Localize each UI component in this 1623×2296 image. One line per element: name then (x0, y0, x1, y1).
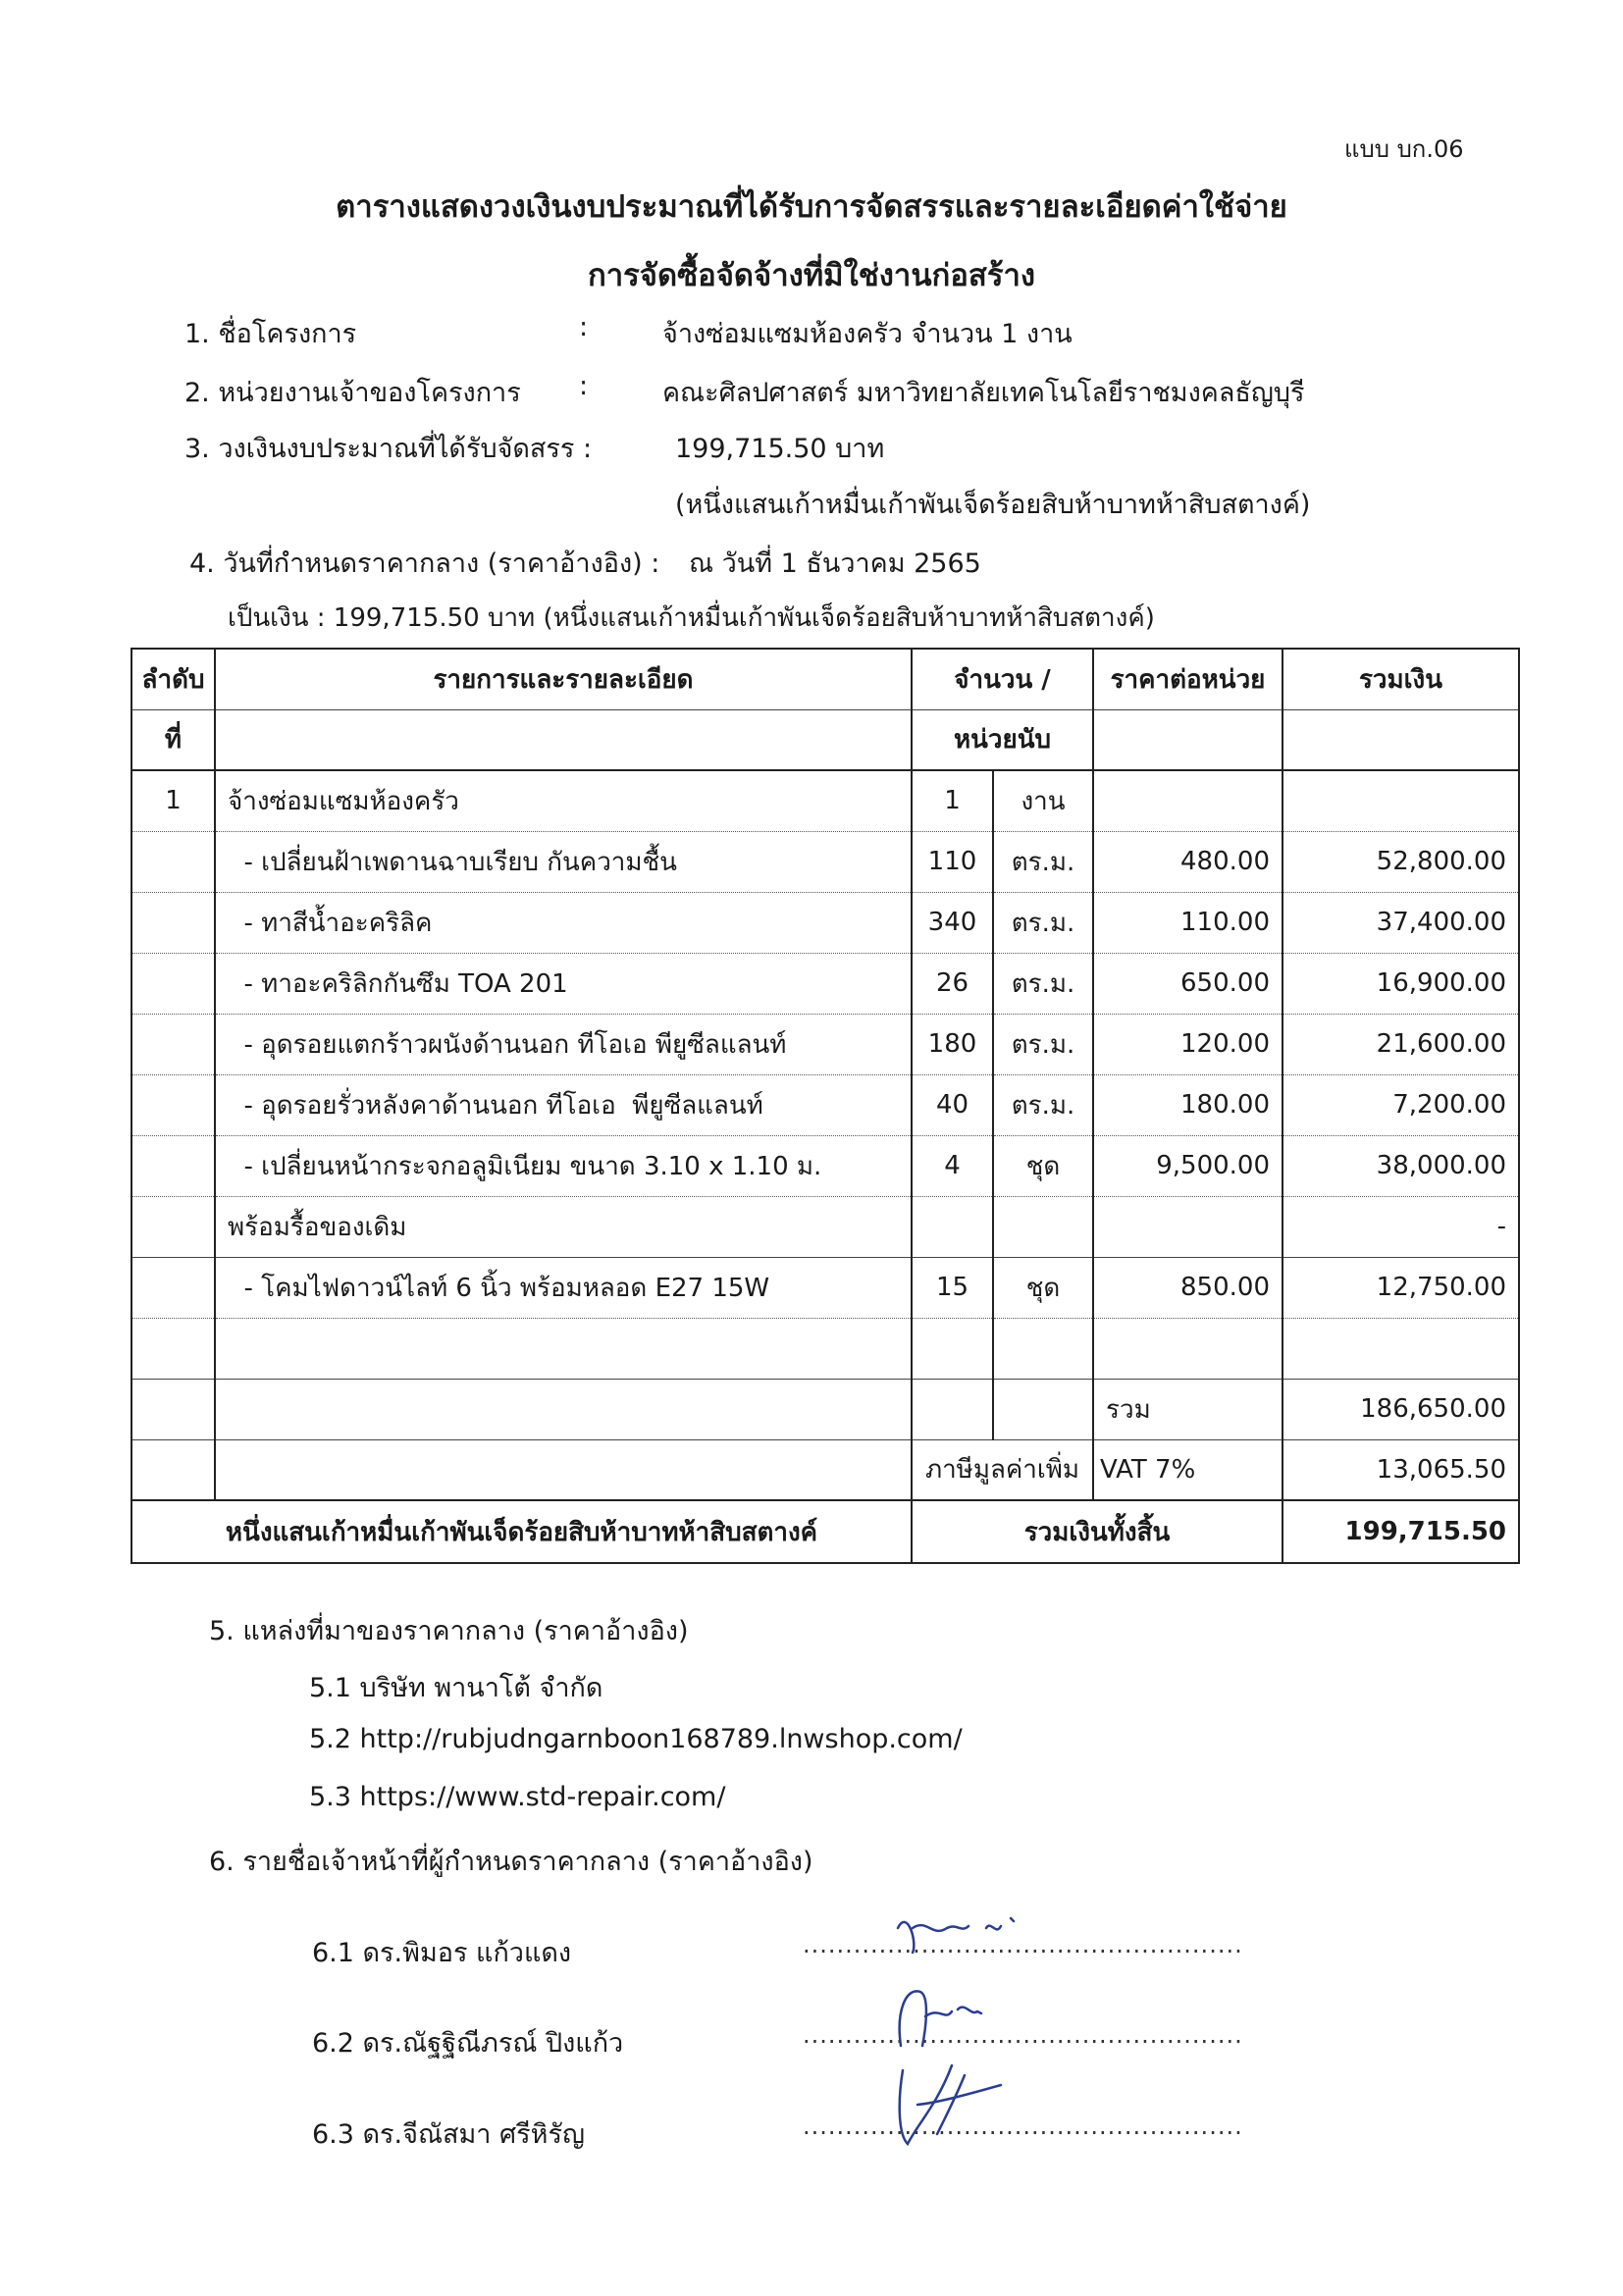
subtotal-value: 186,650.00 (1283, 1379, 1519, 1439)
col-header-unit-price: ราคาต่อหน่วย (1093, 649, 1283, 709)
col-header-qty: จำนวน / (912, 649, 1093, 709)
row-amount (1283, 770, 1519, 831)
row-amount: - (1283, 1196, 1519, 1257)
row-desc: - ทาอะคริลิกกันซึม TOA 201 (215, 953, 912, 1014)
row-qty: 4 (912, 1135, 993, 1196)
row-desc: - ทาสีน้ำอะคริลิค (215, 892, 912, 953)
row-unit (993, 1318, 1093, 1379)
price-table (131, 648, 1520, 1564)
vat-row (131, 1439, 1519, 1500)
row-desc: - อุดรอยแตกร้าวผนังด้านนอก ทีโอเอ พียูซีลแลนท์ (215, 1014, 912, 1074)
date-label: 4. วันที่กำหนดราคากลาง (ราคาอ้างอิง) : (189, 548, 660, 579)
empty-cell (215, 1439, 912, 1500)
table-row (131, 770, 1519, 831)
vat-value: 13,065.50 (1283, 1439, 1519, 1500)
signature-1 (878, 1899, 1035, 1967)
row-price (1093, 1196, 1283, 1257)
table-row (131, 892, 1519, 953)
grand-total-value: 199,715.50 (1283, 1500, 1519, 1563)
table-row (131, 1318, 1519, 1379)
row-qty (912, 1318, 993, 1379)
row-qty: 40 (912, 1074, 993, 1135)
official-name: 6.3 ดร.จีณัสมา ศรีหิรัญ (312, 2119, 585, 2150)
project-label: 1. ชื่อโครงการ (184, 319, 357, 349)
source-item: 5.1 บริษัท พานาโต้ จำกัด (309, 1673, 603, 1703)
row-no (131, 1196, 215, 1257)
table-row (131, 1196, 1519, 1257)
signature-line: .................................................... (803, 2113, 1243, 2140)
row-qty (912, 1196, 993, 1257)
row-price: 650.00 (1093, 953, 1283, 1014)
project-value: จ้างซ่อมแซมห้องครัว จำนวน 1 งาน (662, 319, 1073, 349)
vat-label: ภาษีมูลค่าเพิ่ม (912, 1439, 1093, 1500)
empty-cell (131, 1379, 215, 1439)
header-row (131, 709, 1519, 770)
row-unit: ตร.ม. (993, 1074, 1093, 1135)
budget-words: (หนึ่งแสนเก้าหมื่นเก้าพันเจ็ดร้อยสิบห้าบาทห้าสิบสตางค์) (675, 490, 1311, 520)
source-item: 5.2 http://rubjudngarnboon168789.lnwshop.com/ (309, 1724, 963, 1754)
row-price: 9,500.00 (1093, 1135, 1283, 1196)
row-unit: ตร.ม. (993, 1014, 1093, 1074)
row-unit: งาน (993, 770, 1093, 831)
row-no (131, 892, 215, 953)
table-row (131, 1014, 1519, 1074)
grand-total-label: รวมเงินทั้งสิ้น (912, 1500, 1283, 1563)
officials-heading: 6. รายชื่อเจ้าหน้าที่ผู้กำหนดราคากลาง (ราคาอ้างอิง) (209, 1847, 813, 1877)
empty-cell (131, 1439, 215, 1500)
total-in-words: หนึ่งแสนเก้าหมื่นเก้าพันเจ็ดร้อยสิบห้าบาทห้าสิบสตางค์ (131, 1500, 912, 1563)
signature-3 (878, 2046, 1016, 2154)
row-qty: 1 (912, 770, 993, 831)
source-item: 5.3 https://www.std-repair.com/ (309, 1782, 726, 1812)
row-qty: 340 (912, 892, 993, 953)
empty-cell (993, 1379, 1093, 1439)
row-no: 1 (131, 770, 215, 831)
header-row (131, 649, 1519, 709)
row-price: 110.00 (1093, 892, 1283, 953)
row-amount: 38,000.00 (1283, 1135, 1519, 1196)
form-code: แบบ บก.06 (1344, 135, 1464, 163)
row-price: 180.00 (1093, 1074, 1283, 1135)
header-cell (1283, 709, 1519, 770)
row-no (131, 1257, 215, 1318)
col-header-unit: หน่วยนับ (912, 709, 1093, 770)
row-desc: - เปลี่ยนฝ้าเพดานฉาบเรียบ กันความชื้น (215, 831, 912, 892)
row-price (1093, 1318, 1283, 1379)
row-amount: 52,800.00 (1283, 831, 1519, 892)
row-desc: - เปลี่ยนหน้ากระจกอลูมิเนียม ขนาด 3.10 x 1.10 ม. (215, 1135, 912, 1196)
row-unit: ตร.ม. (993, 892, 1093, 953)
row-unit (993, 1196, 1093, 1257)
col-header-total: รวมเงิน (1283, 649, 1519, 709)
row-desc: - อุดรอยรั่วหลังคาด้านนอก ทีโอเอ พียูซีลแลนท์ (215, 1074, 912, 1135)
budget-value: 199,715.50 บาท (675, 434, 885, 464)
table-row (131, 831, 1519, 892)
vat-rate: VAT 7% (1093, 1439, 1283, 1500)
subtotal-label: รวม (1093, 1379, 1283, 1439)
row-unit: ตร.ม. (993, 831, 1093, 892)
row-no (131, 831, 215, 892)
empty-cell (215, 1379, 912, 1439)
row-no (131, 1014, 215, 1074)
col-header-desc: รายการและรายละเอียด (215, 649, 912, 709)
row-qty: 180 (912, 1014, 993, 1074)
signature-2 (881, 1972, 1019, 2056)
row-no (131, 1074, 215, 1135)
row-unit: ชุด (993, 1257, 1093, 1318)
row-price: 480.00 (1093, 831, 1283, 892)
official-name: 6.1 ดร.พิมอร แก้วแดง (312, 1938, 572, 1968)
header-cell (1093, 709, 1283, 770)
row-no (131, 953, 215, 1014)
row-unit: ตร.ม. (993, 953, 1093, 1014)
row-qty: 15 (912, 1257, 993, 1318)
date-value: ณ วันที่ 1 ธันวาคม 2565 (689, 548, 981, 579)
row-amount: 37,400.00 (1283, 892, 1519, 953)
row-price: 850.00 (1093, 1257, 1283, 1318)
colon: : (579, 371, 589, 401)
agency-label: 2. หน่วยงานเจ้าของโครงการ (184, 378, 521, 408)
table-row (131, 1135, 1519, 1196)
row-desc: พร้อมรื้อของเดิม (215, 1196, 912, 1257)
row-unit: ชุด (993, 1135, 1093, 1196)
row-desc: - โคมไฟดาวน์ไลท์ 6 นิ้ว พร้อมหลอด E27 15W (215, 1257, 912, 1318)
row-desc: จ้างซ่อมแซมห้องครัว (215, 770, 912, 831)
colon: : (579, 312, 589, 342)
table-row (131, 1257, 1519, 1318)
header-cell (215, 709, 912, 770)
row-amount: 7,200.00 (1283, 1074, 1519, 1135)
row-amount (1283, 1318, 1519, 1379)
col-header-no: ลำดับ (131, 649, 215, 709)
row-no (131, 1135, 215, 1196)
signature-line: .................................................... (803, 1931, 1243, 1958)
row-amount: 12,750.00 (1283, 1257, 1519, 1318)
sources-heading: 5. แหล่งที่มาของราคากลาง (ราคาอ้างอิง) (209, 1616, 689, 1646)
document-subtitle: การจัดซื้อจัดจ้างที่มิใช่งานก่อสร้าง (587, 258, 1036, 293)
row-no (131, 1318, 215, 1379)
budget-label: 3. วงเงินงบประมาณที่ได้รับจัดสรร : (184, 434, 593, 464)
signature-line: .................................................... (803, 2021, 1243, 2049)
row-amount: 21,600.00 (1283, 1014, 1519, 1074)
row-price (1093, 770, 1283, 831)
table-row (131, 1074, 1519, 1135)
col-header-no: ที่ (131, 709, 215, 770)
row-price: 120.00 (1093, 1014, 1283, 1074)
table-row (131, 953, 1519, 1014)
document-title: ตารางแสดงวงเงินงบประมาณที่ได้รับการจัดสรรและรายละเอียดค่าใช้จ่าย (336, 189, 1287, 225)
agency-value: คณะศิลปศาสตร์ มหาวิทยาลัยเทคโนโลยีราชมงคลธัญบุรี (662, 378, 1305, 408)
subtotal-row (131, 1379, 1519, 1439)
row-amount: 16,900.00 (1283, 953, 1519, 1014)
row-desc (215, 1318, 912, 1379)
row-qty: 110 (912, 831, 993, 892)
grand-total-row (131, 1500, 1519, 1563)
empty-cell (912, 1379, 993, 1439)
row-qty: 26 (912, 953, 993, 1014)
amount-line: เป็นเงิน : 199,715.50 บาท (หนึ่งแสนเก้าหมื่นเก้าพันเจ็ดร้อยสิบห้าบาทห้าสิบสตางค์) (228, 603, 1155, 633)
official-name: 6.2 ดร.ณัฐฐิณีภรณ์ ปิงแก้ว (312, 2028, 624, 2059)
